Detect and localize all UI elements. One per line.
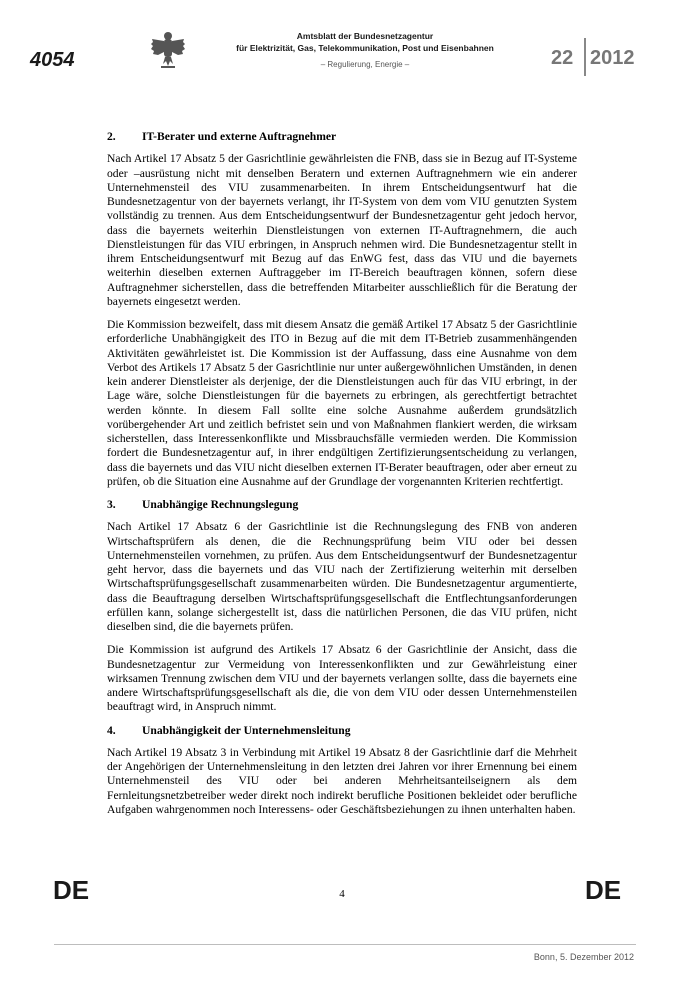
country-code-right: DE bbox=[585, 875, 622, 905]
paragraph: Nach Artikel 17 Absatz 5 der Gasrichtlinie gewährleisten die FNB, dass sie in Bezug auf IT-Systeme oder –ausrüstung nicht mit denselben Beratern und externen Auftragnehmern wie ein anderer Unternehmensteil des VIU zusammenarbeiten. In ihrem Entscheidungsentwurf hat die Bundesnetzagentur von der bayernets verlangt, ihr IT-System von dem vom VIU genutzten System vollständig zu trennen. Aus dem Entscheidungsentwurf der Bundesnetzagentur geht jedoch hervor, dass die bayernets weiterhin Dienstleistungen von externen IT-Auftragnehmern, die auch Dienstleistungen für das VIU erbringen, in Anspruch nehmen wird. Die Bundesnetzagentur stellt in ihrem Entscheidungsentwurf mit Bezug auf das EnWG fest, dass das VIU und die bayernets weiterhin dieselben externen Auftraggeber im IT-Bereich beauftragen können, sofern diese Auftragnehmer sicherstellen, dass die betreffenden Mitarbeiter ausschließlich für die Beratung der bayernets eingesetzt werden. bbox=[107, 152, 577, 308]
paragraph: Nach Artikel 19 Absatz 3 in Verbindung mit Artikel 19 Absatz 8 der Gasrichtlinie darf die Mehrheit der Angehörigen der Unternehmensleitung in den letzten drei Jahren vor ihrer Ernennung bei einem Unternehmensteil des VIU oder bei anderen Mehrheitsanteilseignern als dem Fernleitungsnetzbetreiber weder direkt noch indirekt berufliche Positionen bekleidet oder berufliche Aufgaben wahrgenommen noch Interessens- oder Geschäftsbeziehungen zu ihnen unterhalten haben. bbox=[107, 745, 577, 816]
paragraph: Die Kommission ist aufgrund des Artikels 17 Absatz 6 der Gasrichtlinie der Ansicht, dass die Bundesnetzagentur zur Vermeidung von Interessenkonflikten und zur Gewährleistung einer wirksamen Trennung zwischen dem VIU und der bayernets verlangen sollte, dass die bayernets eine andere Wirtschaftsprüfungsgesellschaft als die, die von dem VIU oder dessen Unternehmensteilen beauftragt wird, in Anspruch nimmt. bbox=[107, 643, 577, 714]
page-number: 4 bbox=[339, 888, 345, 900]
paragraph: Nach Artikel 17 Absatz 6 der Gasrichtlinie ist die Rechnungslegung des FNB von anderen Wirtschaftsprüfern als denen, die die Rechnungsprüfung beim VIU oder bei dessen Unternehmensteilen vornehmen, zu prüfen. Aus dem Entscheidungsentwurf der Bundesnetzagentur geht hervor, dass die bayernets und das VIU nach der Zertifizierung weiterhin mit derselben Wirtschaftsprüfungsgesellschaft zusammenarbeiten würden. Die Bundesnetzagentur argumentierte, dass die Beauftragung derselben Wirtschaftsprüfungsgesellschaft die Entflechtungsanforderungen erfüllen kann, solange sichergestellt ist, dass die natürlichen Personen, die das VIU prüfen, nicht dieselben sind, die die bayernets prüfen. bbox=[107, 520, 577, 633]
issue-divider bbox=[584, 38, 586, 76]
gazette-section: – Regulierung, Energie – bbox=[320, 60, 410, 69]
document-body bbox=[107, 130, 577, 826]
section-title: Unabhängigkeit der Unternehmensleitung bbox=[142, 723, 351, 737]
gazette-header bbox=[200, 30, 530, 69]
issue-year: 2012 bbox=[590, 47, 635, 69]
section-number: 2. bbox=[107, 130, 116, 143]
section-heading bbox=[107, 724, 577, 738]
gazette-subtitle: für Elektrizität, Gas, Telekommunikation, Post und Eisenbahnen bbox=[236, 43, 494, 53]
country-code-left: DE bbox=[53, 875, 90, 905]
section-title: IT-Berater und externe Auftragnehmer bbox=[142, 130, 337, 143]
section-title: Unabhängige Rechnungslegung bbox=[142, 498, 299, 511]
footer-divider bbox=[54, 944, 636, 945]
section-number: 4. bbox=[107, 723, 116, 737]
gazette-title: Amtsblatt der Bundesnetzagentur bbox=[296, 31, 434, 41]
section-heading bbox=[107, 130, 577, 144]
issue-number: 22 bbox=[551, 47, 574, 69]
section-number: 3. bbox=[107, 498, 116, 511]
gazette-page-number: 4054 bbox=[30, 49, 75, 71]
footer-date: Bonn, 5. Dezember 2012 bbox=[533, 952, 634, 962]
paragraph: Die Kommission bezweifelt, dass mit diesem Ansatz die gemäß Artikel 17 Absatz 5 der Gasrichtlinie erforderliche Unabhängigkeit des ITO in Bezug auf die mit dem IT-Betrieb zusammenhängenden Aktivitäten gewährleistet ist. Die Kommission ist der Auffassung, dass eine Ausnahme von dem Verbot des Artikels 17 Absatz 5 der Gasrichtlinie nur unter außergewöhnlichen Umständen, in denen kein anderer Dienstleister als derjenige, der die Dienstleistungen auch für das VIU erbringt, in der Lage wäre, solche Dienstleistungen für die bayernets zu erbringen, als gerechtfertigt betrachtet werden könnte. In diesem Fall sollte eine solche Ausnahme außerdem grundsätzlich vorübergehender Art und zeitlich befristet sein und von Maßnahmen flankiert werden, die wirksam sicherstellen, dass Interessenkonflikte und Missbrauchsfälle vermieden werden. Die Kommission fordert die Bundesnetzagentur auf, in ihrer endgültigen Zertifizierungsentscheidung zu verlangen, dass die bayernets und das VIU nicht dieselben externen IT-Berater beauftragen, oder aber erneut zu prüfen, ob die Situation eine Ausnahme auf der Grundlage der vorgenannten Kriterien rechtfertigt. bbox=[107, 318, 577, 488]
section-heading bbox=[107, 498, 577, 512]
federal-eagle-icon bbox=[150, 30, 186, 70]
